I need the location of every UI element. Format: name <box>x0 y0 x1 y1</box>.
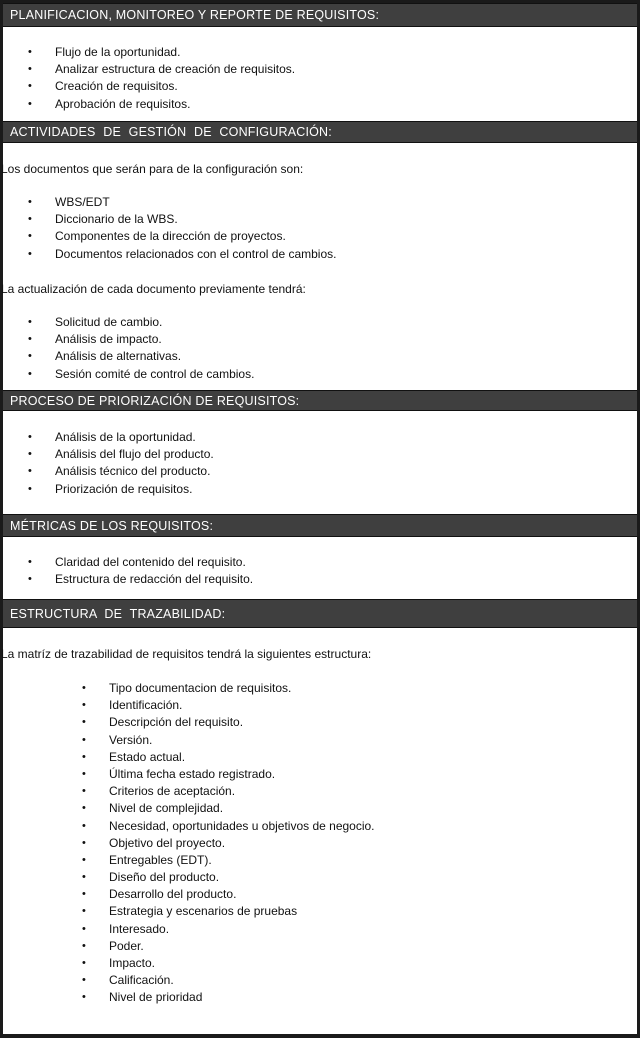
list-item: • Análisis del flujo del producto. <box>55 446 214 463</box>
list-item: • Sesión comité de control de cambios. <box>55 366 254 383</box>
bullet-icon: • <box>28 247 32 260</box>
bullet-icon: • <box>82 836 86 849</box>
list-trazabilidad <box>82 680 375 1007</box>
section-title: PROCESO DE PRIORIZACIÓN DE REQUISITOS: <box>10 393 300 408</box>
bullet-icon: • <box>28 448 32 461</box>
list-item: • Análisis de la oportunidad. <box>55 429 214 446</box>
list-item: • Interesado. <box>109 921 375 938</box>
section-title: ACTIVIDADES DE GESTIÓN DE CONFIGURACIÓN: <box>10 125 332 139</box>
list-item: • Nivel de complejidad. <box>109 800 375 817</box>
section-header-priorizacion <box>3 390 637 411</box>
list-item: • Versión. <box>109 732 375 749</box>
bullet-icon: • <box>82 733 86 746</box>
bullet-icon: • <box>82 716 86 729</box>
list-item: • Flujo de la oportunidad. <box>55 44 295 61</box>
list-item: • Análisis de impacto. <box>55 331 254 348</box>
list-item: • Diseño del producto. <box>109 869 375 886</box>
bullet-icon: • <box>82 905 86 918</box>
bullet-icon: • <box>28 230 32 243</box>
bullet-icon: • <box>28 63 32 76</box>
list-item: • Documentos relacionados con el control de cambios. <box>55 246 336 263</box>
list-item: • Diccionario de la WBS. <box>55 211 336 228</box>
bullet-icon: • <box>82 957 86 969</box>
bullet-icon: • <box>28 431 32 443</box>
list-item: • Descripción del requisito. <box>109 714 375 731</box>
bullet-icon: • <box>82 974 86 987</box>
bullet-icon: • <box>82 871 86 884</box>
list-item: • Análisis de alternativas. <box>55 348 254 365</box>
list-item: • Identificación. <box>109 697 375 714</box>
list-item: • Componentes de la dirección de proyectos. <box>55 228 336 245</box>
section-title: ESTRUCTURA DE TRAZABILIDAD: <box>10 606 226 621</box>
bullet-icon: • <box>82 785 86 798</box>
list-item: • Impacto. <box>109 955 375 972</box>
bullet-icon: • <box>82 991 86 1004</box>
list-priorizacion <box>28 429 214 498</box>
list-item: • Tipo documentacion de requisitos. <box>109 680 375 697</box>
list-item: • Necesidad, oportunidades u objetivos de negocio. <box>109 818 375 835</box>
bullet-icon: • <box>28 80 32 93</box>
bullet-icon: • <box>82 699 86 712</box>
list-item: • Estructura de redacción del requisito. <box>55 571 253 588</box>
bullet-icon: • <box>28 316 32 328</box>
bullet-icon: • <box>82 819 86 832</box>
list-item: • Aprobación de requisitos. <box>55 96 295 113</box>
list-documentos <box>28 194 337 263</box>
section-header-actividades <box>3 121 637 143</box>
list-item: • WBS/EDT <box>55 194 336 211</box>
intro-documentos: Los documentos que serán para de la configuración son: <box>1 162 304 176</box>
intro-trazabilidad: La matríz de trazabilidad de requisitos tendrá la siguientes estructura: <box>1 647 372 661</box>
list-metricas <box>28 554 254 588</box>
section-header-trazabilidad <box>3 599 637 628</box>
list-item: • Análisis técnico del producto. <box>55 463 214 480</box>
bullet-icon: • <box>28 573 32 586</box>
bullet-icon: • <box>82 682 86 694</box>
bullet-icon: • <box>28 556 32 568</box>
list-item: • Desarrollo del producto. <box>109 886 375 903</box>
bullet-icon: • <box>82 767 86 780</box>
section-header-planificacion <box>3 3 637 27</box>
bullet-icon: • <box>82 922 86 935</box>
list-item: • Nivel de prioridad <box>109 989 375 1006</box>
section-header-metricas <box>3 514 637 537</box>
list-item: • Priorización de requisitos. <box>55 481 214 498</box>
bullet-icon: • <box>82 853 86 866</box>
list-item: • Claridad del contenido del requisito. <box>55 554 253 571</box>
bullet-icon: • <box>28 333 32 346</box>
section-title: MÉTRICAS DE LOS REQUISITOS: <box>10 518 214 533</box>
bullet-icon: • <box>28 367 32 380</box>
bullet-icon: • <box>82 888 86 901</box>
bullet-icon: • <box>28 465 32 478</box>
list-item: • Criterios de aceptación. <box>109 783 375 800</box>
bullet-icon: • <box>82 939 86 952</box>
bullet-icon: • <box>28 46 32 58</box>
bullet-icon: • <box>28 482 32 495</box>
bullet-icon: • <box>28 196 32 208</box>
section-title: PLANIFICACION, MONITOREO Y REPORTE DE REQUISITOS: <box>10 8 380 22</box>
bullet-icon: • <box>28 97 32 110</box>
list-item: • Estado actual. <box>109 749 375 766</box>
intro-actualizacion: La actualización de cada documento previamente tendrá: <box>1 282 306 296</box>
list-item: • Creación de requisitos. <box>55 78 295 95</box>
list-item: • Última fecha estado registrado. <box>109 766 375 783</box>
list-actualizacion <box>28 314 255 383</box>
list-item: • Objetivo del proyecto. <box>109 835 375 852</box>
list-item: • Poder. <box>109 938 375 955</box>
bullet-icon: • <box>28 213 32 226</box>
list-item: • Analizar estructura de creación de requisitos. <box>55 61 295 78</box>
bullet-icon: • <box>28 350 32 363</box>
list-item: • Calificación. <box>109 972 375 989</box>
bullet-icon: • <box>82 802 86 815</box>
bullet-icon: • <box>82 750 86 763</box>
list-item: • Entregables (EDT). <box>109 852 375 869</box>
list-item: • Estrategia y escenarios de pruebas <box>109 903 375 920</box>
list-item: • Solicitud de cambio. <box>55 314 254 331</box>
list-planificacion <box>28 44 296 113</box>
